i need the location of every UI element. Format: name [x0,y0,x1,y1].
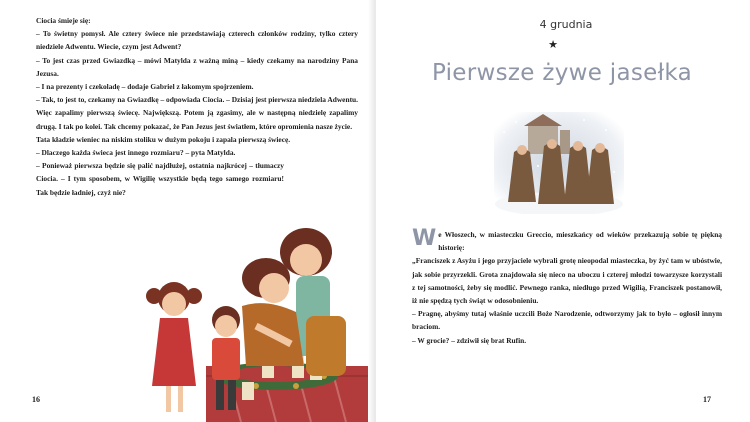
chapter-title: Pierwsze żywe jasełka [431,60,693,86]
left-page-text [36,14,358,199]
paragraph: „Franciszek z Asyżu i jego przyjaciele wybrali grotę nieopodal miasteczka, by żyć tam w ubóstwie, jak sobie przyrzekli. Grota znajdowała się nieco na uboczu i czterej młodzi towarzysze korzystali z tej samotności, żeby się modlić. Pewnego ranka, niedługo przed Wigilią, Franciszek postanowił, iż nie spędzą tych świąt w odosobnieniu. [412,256,722,306]
paragraph: – Dlaczego każda świeca jest innego rozmiaru? – pyta Matylda. [36,148,236,158]
paragraph-text: e Włoszech, w miasteczku Greccio, mieszkańcy od wieków przekazują sobie tę piękną historię: [438,230,722,253]
paragraph: – To jest czas przed Gwiazdką – mówi Matylda z ważną miną – kiedy czekamy na narodziny Pana Jezusa. [36,55,358,78]
friars-in-snow-illustration [494,112,624,214]
drop-cap: W [412,226,437,251]
paragraph: – Tak, to jest to, czekamy na Gwiazdkę – odpowiada Ciocia. – Dzisiaj jest pierwsza niedziela Adwentu. Więc zapalimy pierwszą świecę. Największą. Potem ją zgasimy, ale w następną niedzielę zapalimy drugą. I tak po kolei. Tak chcemy pokazać, że Pan Jezus jest światłem, które opromienia nasze życie. [36,95,358,131]
paragraph: – Pragnę, abyśmy tutaj właśnie uczcili Boże Narodzenie, odtworzymy jak to było – ogłosił innym braciom. [412,309,722,332]
right-page-text [412,228,722,347]
left-page [0,0,374,422]
paragraph: Ciocia śmieje się: [36,16,91,25]
paragraph: – I na prezenty i czekoladę – dodaje Gabriel z łakomym spojrzeniem. [36,82,254,92]
star-icon: ★ [548,39,558,51]
family-advent-wreath-illustration [146,226,376,422]
paragraph: – To świetny pomysł. Ale cztery świece nie przedstawiają czterech członków rodziny, tylko cztery niedziele Adwentu. Wiecie, czym jest Adwent? [36,29,358,52]
page-number: 17 [703,395,711,404]
paragraph: – W grocie? – zdziwił się brat Rufin. [412,335,527,345]
right-page [376,0,750,422]
paragraph: Tata kładzie wieniec na niskim stoliku w dużym pokoju i zapala pierwszą świecę. [36,134,291,144]
page-number: 16 [32,395,40,404]
paragraph: – Ponieważ pierwsza będzie się palić najdłużej, ostatnia najkrócej – tłumaczy Ciocia. – I tym sposobem, w Wigilię wszystkie będą tego samego rozmiaru! Tak będzie ładniej, czyż nie? [36,161,284,197]
paragraph [412,228,722,254]
chapter-date: 4 grudnia [539,18,593,31]
